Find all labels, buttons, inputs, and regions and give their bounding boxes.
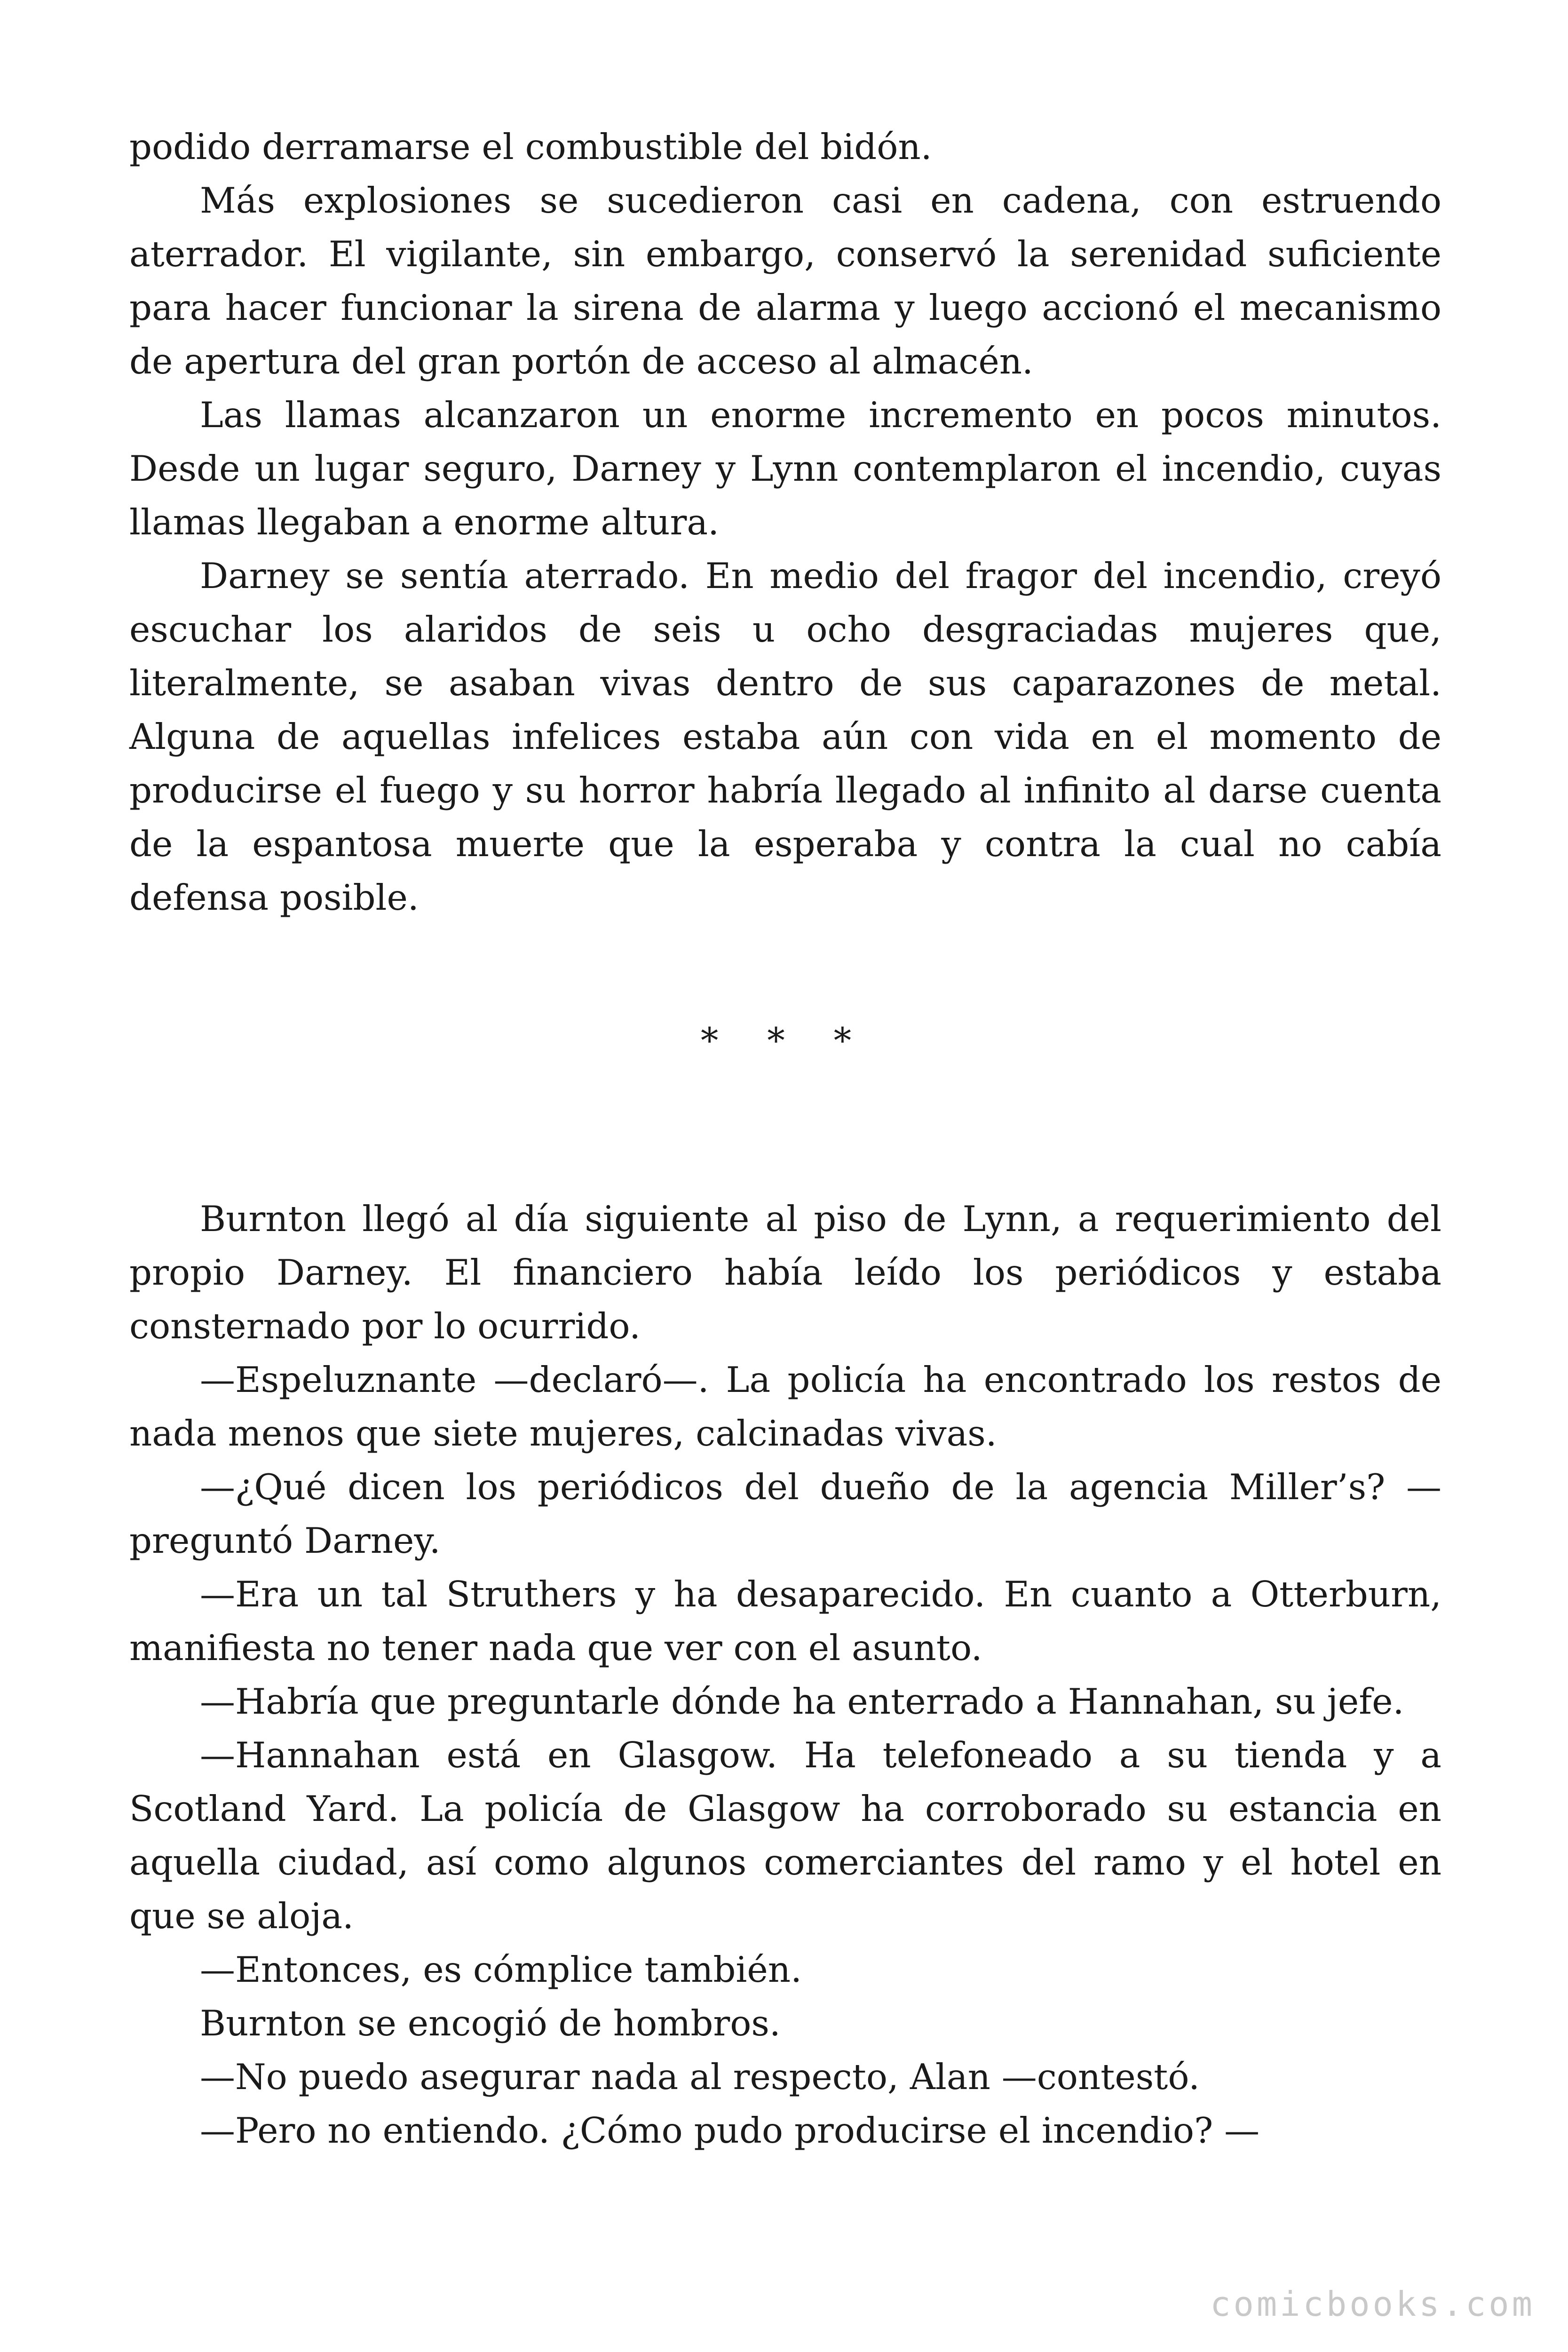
paragraph: Las llamas alcanzaron un enorme incremento en pocos minutos. Desde un lugar seguro, Darney y Lynn contemplaron el incendio, cuyas llamas llegaban a enorme altura.: [129, 394, 1441, 543]
dialogue-paragraph: —Hannahan está en Glasgow. Ha telefoneado a su tienda y a Scotland Yard. La policía de Glasgow ha corroborado su estancia en aquella ciudad, así como algunos comerciantes del ramo y el hotel en que se aloja.: [129, 1734, 1441, 1937]
paragraph: Darney se sentía aterrado. En medio del fragor del incendio, creyó escuchar los alaridos de seis u ocho desgraciadas mujeres que, literalmente, se asaban vivas dentro de sus caparazones de metal. Alguna de aquellas infelices estaba aún con vida en el momento de producirse el fuego y su horror habría llegado al infinito al darse cuenta de la espantosa muerte que la esperaba y contra la cual no cabía defensa posible.: [129, 555, 1441, 918]
dialogue-paragraph: —Pero no entiendo. ¿Cómo pudo producirse el incendio? —: [200, 2110, 1260, 2151]
dialogue-paragraph: —No puedo asegurar nada al respecto, Alan —contestó.: [200, 2056, 1200, 2098]
section-before-break: [129, 120, 1441, 924]
paragraph: Más explosiones se sucedieron casi en cadena, con estruendo aterrador. El vigilante, sin embargo, conservó la serenidad suficiente para hacer funcionar la sirena de alarma y luego accionó el mecanismo de apertura del gran portón de acceso al almacén.: [129, 180, 1441, 382]
dialogue-paragraph: —Entonces, es cómplice también.: [200, 1949, 802, 1990]
paragraph: Burnton se encogió de hombros.: [200, 2002, 781, 2044]
dialogue-paragraph: —Habría que preguntarle dónde ha enterrado a Hannahan, su jefe.: [200, 1681, 1404, 1722]
dialogue-paragraph: —Espeluznante —declaró—. La policía ha encontrado los restos de nada menos que siete mujeres, calcinadas vivas.: [129, 1359, 1441, 1454]
scene-break: * * *: [700, 1020, 871, 1061]
watermark: comicbooks.com: [1210, 2284, 1535, 2324]
dialogue-paragraph: —Era un tal Struthers y ha desaparecido. En cuanto a Otterburn, manifiesta no tener nada que ver con el asunto.: [129, 1573, 1441, 1669]
book-page: [129, 120, 1441, 2157]
paragraph: Burnton llegó al día siguiente al piso de Lynn, a requerimiento del propio Darney. El financiero había leído los periódicos y estaba consternado por lo ocurrido.: [129, 1198, 1441, 1347]
paragraph: podido derramarse el combustible del bidón.: [129, 126, 932, 167]
section-after-break: [129, 1192, 1441, 2157]
dialogue-paragraph: —¿Qué dicen los periódicos del dueño de la agencia Miller’s? —preguntó Darney.: [129, 1466, 1441, 1561]
